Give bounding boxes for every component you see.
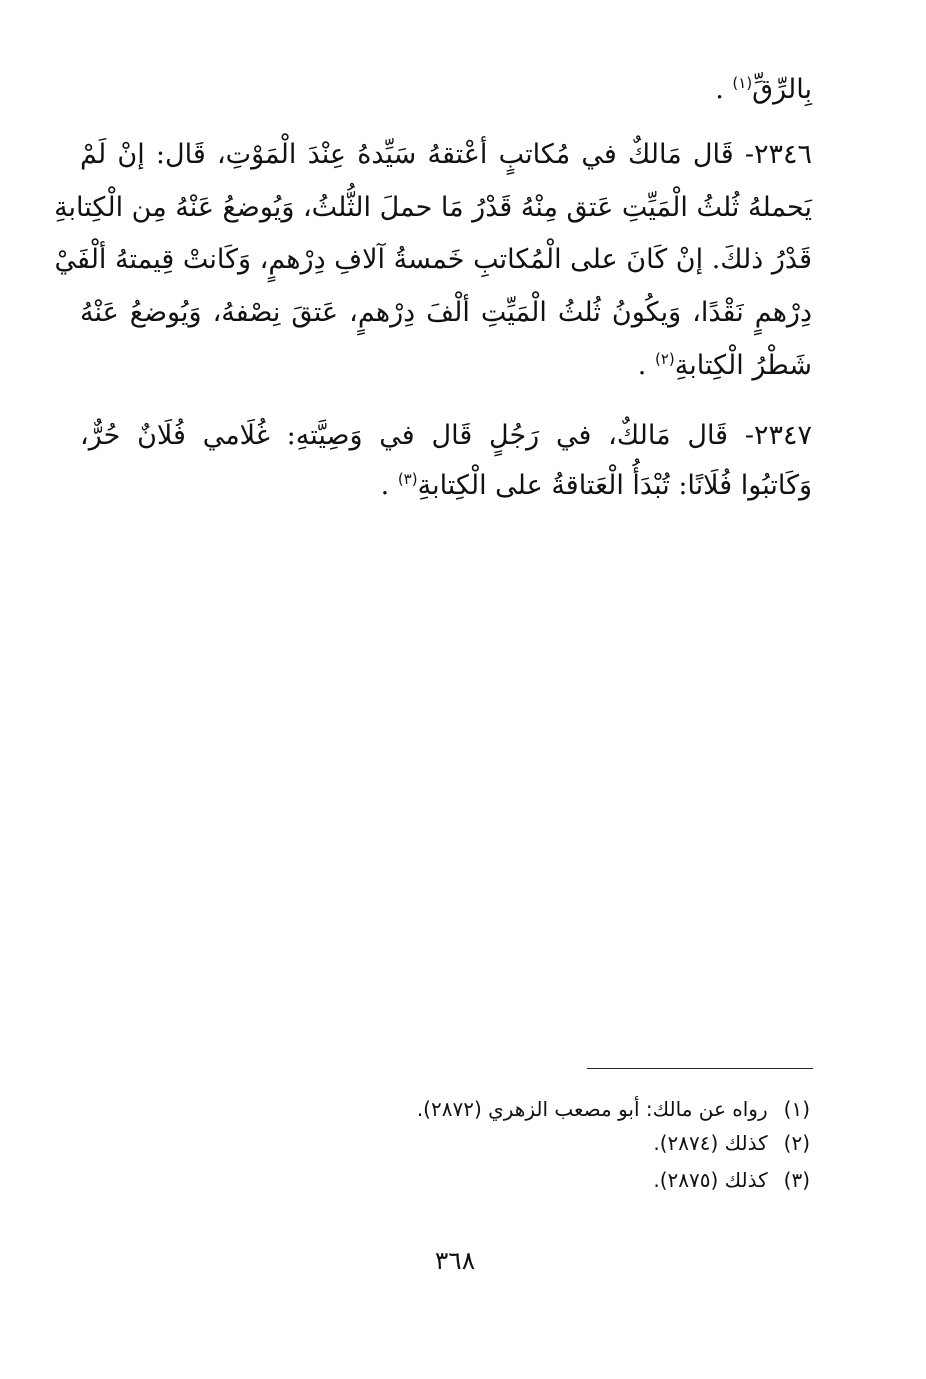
intro-line [715,70,812,110]
para-2347-line-2: وَكَاتبُوا فُلَانًا: تُبْدَأُ الْعَتاقةُ على الْكِتابةِ$^{(٣)}$ . [380,470,812,501]
para-2346-line-5: شَطْرُ الْكِتابةِ$^{(٢)}$ . [637,350,812,381]
page-number: ٣٦٨ [434,1246,476,1275]
footnote-mark: (١) [783,1097,810,1121]
para-2347-line-1: ٢٣٤٧- قَال مَالكٌ، في رَجُلٍ قَال في وَصِيَّتهِ: غُلَامي فُلَانٌ حُرٌّ، [80,420,812,451]
footnote-mark: (٢) [783,1131,810,1155]
footnote-3 [653,1165,810,1195]
para-2346-line-2: يَحملهُ ثُلثُ الْمَيِّتِ عَتق مِنْهُ قَدْرُ مَا حملَ الثُّلثُ، وَيُوضعُ عَنْهُ مِن الْكِتابةِ [54,192,812,223]
footnote-separator [587,1068,813,1069]
footnote-text: رواه عن مالك: أبو مصعب الزهري (٢٨٧٢). [416,1097,768,1121]
footnote-ref-1: (١) [732,74,753,92]
footnote-ref-3: (٣) [397,470,418,488]
footnote-1 [417,1094,810,1124]
footnote-2 [653,1128,810,1158]
footnote-ref-2: (٢) [654,350,675,368]
para-2346-line-1: ٢٣٤٦- قَال مَالكٌ في مُكاتبٍ أعْتقهُ سَيِّدهُ عِنْدَ الْمَوْتِ، قَال: إنْ لَمْ [80,139,812,170]
para-2346-line-4: دِرْهمٍ نَقْدًا، وَيكُونُ ثُلثُ الْمَيِّتِ ألْفَ دِرْهمٍ، عَتقَ نِصْفهُ، وَيُوضعُ عَنْهُ [80,297,812,328]
intro-end: . [715,74,733,105]
para-2346-line-3: قَدْرُ ذلكَ. إنْ كَانَ على الْمُكاتبِ خَمسةُ آلافِ دِرْهمٍ، وَكَانتْ قِيمتهُ ألْفَيْ [54,244,812,275]
footnote-text: كذلك (٢٨٧٤). [653,1131,768,1155]
intro-text: بِالرِّقِّ [752,74,812,105]
footnote-mark: (٣) [783,1168,810,1192]
footnote-text: كذلك (٢٨٧٥). [653,1168,768,1192]
